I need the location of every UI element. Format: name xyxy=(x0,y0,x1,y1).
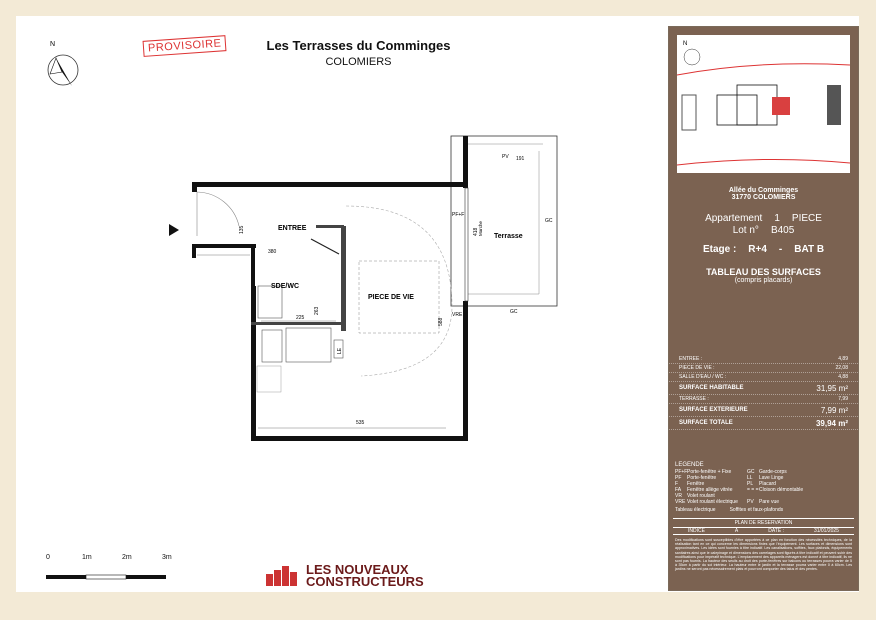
legend-block xyxy=(669,459,858,590)
unit-highlight xyxy=(772,97,790,115)
legend-title: LEGENDE xyxy=(675,462,704,468)
project-title: Les Terrasses du Comminges xyxy=(266,38,451,53)
etage-label: Etage : xyxy=(702,244,737,255)
wall-bottom xyxy=(251,436,468,441)
plan-area xyxy=(16,16,661,592)
surfaces-table xyxy=(669,355,858,459)
surface-row: SALLE D'EAU / WC : 4,88 xyxy=(669,373,858,382)
batiment: BAT B xyxy=(794,244,825,255)
disclaimer-note: Des modifications sont susceptibles d'être apportées à ce plan en fonction des nécessités techniques, de la réalisation tant en ce qui concerne les dimensions finies que l'équipement. Les surfaces et dimensions sont approximatives. Les idées sont fournies à titre indicatif. Les canalisations, soffites, faux plafonds, équipements sanitaires ainsi que le calepinage et dimensions des carrelages sont figurés à titre indicatif et peuvent subir des modifications pour impératif technique. L'emplacement des appareils ménagers est donné à titre indicatif, ils ne sont pas fournis. La hauteur des seuils au droit des porte-fenêtres sur balcons ou terrasses pourra varier de 5 à 35cm à partir du sol intérieur. La hauteur entre le jardin et la terrasse pourra varier entre 0 à 60cm. Les jardins ne seront pas nécessairement plats et pourront comporter des talus et des pentes. xyxy=(675,538,852,572)
code-pv: PV xyxy=(502,154,509,160)
company-logo xyxy=(266,564,424,588)
scale-label-1m: 1m xyxy=(82,554,92,561)
dim-588: 588 xyxy=(438,317,444,326)
surface-totale: SURFACE TOTALE 39,94 m² xyxy=(669,417,858,430)
address-line2: 31770 COLOMIERS xyxy=(731,194,796,201)
room-piece-de-vie: PIECE DE VIE xyxy=(368,294,414,301)
legend-tableau-electrique: Tableau électrique xyxy=(675,507,716,513)
code-gc-right: GC xyxy=(545,218,553,224)
appartement-unit: PIECE xyxy=(791,213,822,224)
room-terrasse: Terrasse xyxy=(494,233,523,240)
surface-row: ENTREE : 4,89 xyxy=(669,355,858,364)
room-sdewc: SDE/WC xyxy=(271,283,299,290)
scale-label-3m: 3m xyxy=(162,554,172,561)
logo-line2: CONSTRUCTEURS xyxy=(306,574,424,589)
surfaces-table-subtitle: (compris placards) xyxy=(734,277,793,284)
label-marche: Marche xyxy=(478,220,483,236)
scale-bar xyxy=(46,554,196,586)
code-gc-bottom: GC xyxy=(510,309,518,315)
surface-habitable: SURFACE HABITABLE 31,95 m² xyxy=(669,382,858,395)
legend-soffites: Soffites et faux-plafonds xyxy=(729,507,784,513)
legend-grid: PF+F Porte-fenêtre + Fixe GC Garde-corps PF Porte-fenêtre LL Lave Linge F Fenêtre PL Placard FA Fenêtre allège vitrée = = = Cloison démontable VR Volet roulant VRE Volet roulant électrique PV Pare vue xyxy=(675,469,804,505)
svg-text:N: N xyxy=(683,41,688,47)
svg-text:N: N xyxy=(50,41,56,48)
appartement-label: Appartement xyxy=(705,213,763,224)
info-panel xyxy=(668,26,859,591)
dim-263: 263 xyxy=(314,306,320,315)
address-block: Allée du Comminges 31770 COLOMIERS Appartement 1 PIECE Lot n° B405 Etage : R+4 - BAT B TABLEAU DES SURFACES (compris placards) xyxy=(669,177,858,337)
dim-191: 191 xyxy=(516,156,525,162)
floor-plan xyxy=(146,126,576,456)
scale-label-2m: 2m xyxy=(122,554,132,561)
dim-135: 135 xyxy=(239,225,245,234)
room-entree: ENTREE xyxy=(278,225,307,232)
code-vre: VRE xyxy=(452,312,463,318)
dim-225: 225 xyxy=(296,315,305,321)
logo-line1: LES NOUVEAUX xyxy=(306,562,409,577)
wall-right xyxy=(463,301,468,441)
dim-418: 418 xyxy=(473,227,479,236)
reservation-title: PLAN DE RESERVATION xyxy=(673,518,854,526)
surface-exterieure: SURFACE EXTERIEURE 7,99 m² xyxy=(669,404,858,417)
project-city: COLOMIERS xyxy=(325,56,392,68)
partition-wall xyxy=(341,226,346,331)
surfaces-table-title: TABLEAU DES SURFACES xyxy=(706,267,821,277)
reservation-row: INDICE A DATE : 31/01/2025 xyxy=(673,527,854,535)
code-le: LE xyxy=(337,347,343,354)
code-pf-f: PF+F xyxy=(452,212,465,218)
provisional-stamp: PROVISOIRE xyxy=(143,35,227,57)
logo-buildings-icon xyxy=(266,566,302,586)
plan-sheet xyxy=(16,16,859,592)
etage-value: R+4 xyxy=(748,244,767,255)
scale-label-0: 0 xyxy=(46,554,50,561)
address-line1: Allée du Comminges xyxy=(728,187,799,194)
dim-380: 380 xyxy=(268,249,277,255)
wall-left-lower xyxy=(251,286,256,441)
surface-row: PIECE DE VIE : 22,08 xyxy=(669,364,858,373)
surface-terrasse: TERRASSE : 7,99 xyxy=(669,395,858,404)
wall-top xyxy=(192,182,468,187)
entrance-arrow-icon xyxy=(169,224,179,236)
dim-535: 535 xyxy=(356,420,365,426)
appartement-number: 1 xyxy=(774,213,780,224)
lot-value: B405 xyxy=(770,225,795,236)
location-map xyxy=(677,35,850,173)
lot-label: Lot n° xyxy=(732,225,759,236)
